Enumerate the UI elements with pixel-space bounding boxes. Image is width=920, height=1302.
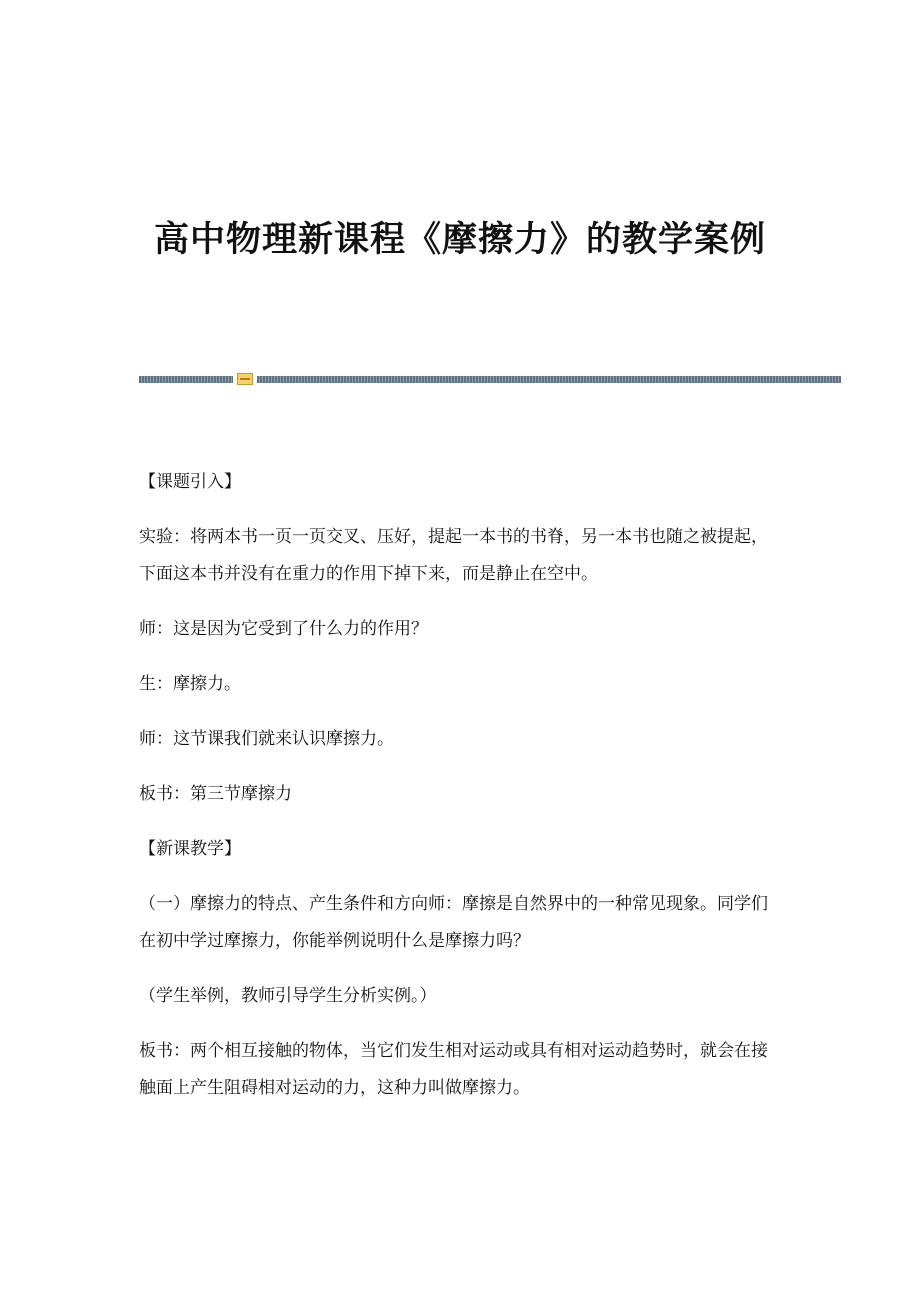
paragraph-friction-definition: 板书：两个相互接触的物体，当它们发生相对运动或具有相对运动趋势时，就会在接触面上产生阻碍相对运动的力，这种力叫做摩擦力。	[139, 1041, 768, 1098]
envelope-icon	[237, 373, 253, 385]
paragraph-teacher-intro: 师：这节课我们就来认识摩擦力。	[139, 729, 394, 749]
page-title: 高中物理新课程《摩擦力》的教学案例	[153, 219, 766, 260]
paragraph-blackboard-title: 板书：第三节摩擦力	[139, 784, 292, 804]
paragraph-student-answer: 生：摩擦力。	[139, 674, 241, 694]
document-body	[139, 464, 779, 1125]
divider-bar-left	[139, 376, 233, 383]
section-heading-intro: 【课题引入】	[139, 472, 241, 492]
title-divider	[139, 373, 841, 385]
paragraph-friction-features: （一）摩擦力的特点、产生条件和方向师：摩擦是自然界中的一种常见现象。同学们在初中学过摩擦力，你能举例说明什么是摩擦力吗？	[139, 894, 768, 951]
paragraph-teacher-question: 师：这是因为它受到了什么力的作用？	[139, 619, 428, 639]
section-heading-new-lesson: 【新课教学】	[139, 839, 241, 859]
divider-bar-right	[257, 376, 841, 383]
paragraph-experiment: 实验：将两本书一页一页交叉、压好，提起一本书的书脊，另一本书也随之被提起，下面这本书并没有在重力的作用下掉下来，而是静止在空中。	[139, 527, 768, 584]
paragraph-student-examples: （学生举例，教师引导学生分析实例。）	[139, 986, 437, 1006]
